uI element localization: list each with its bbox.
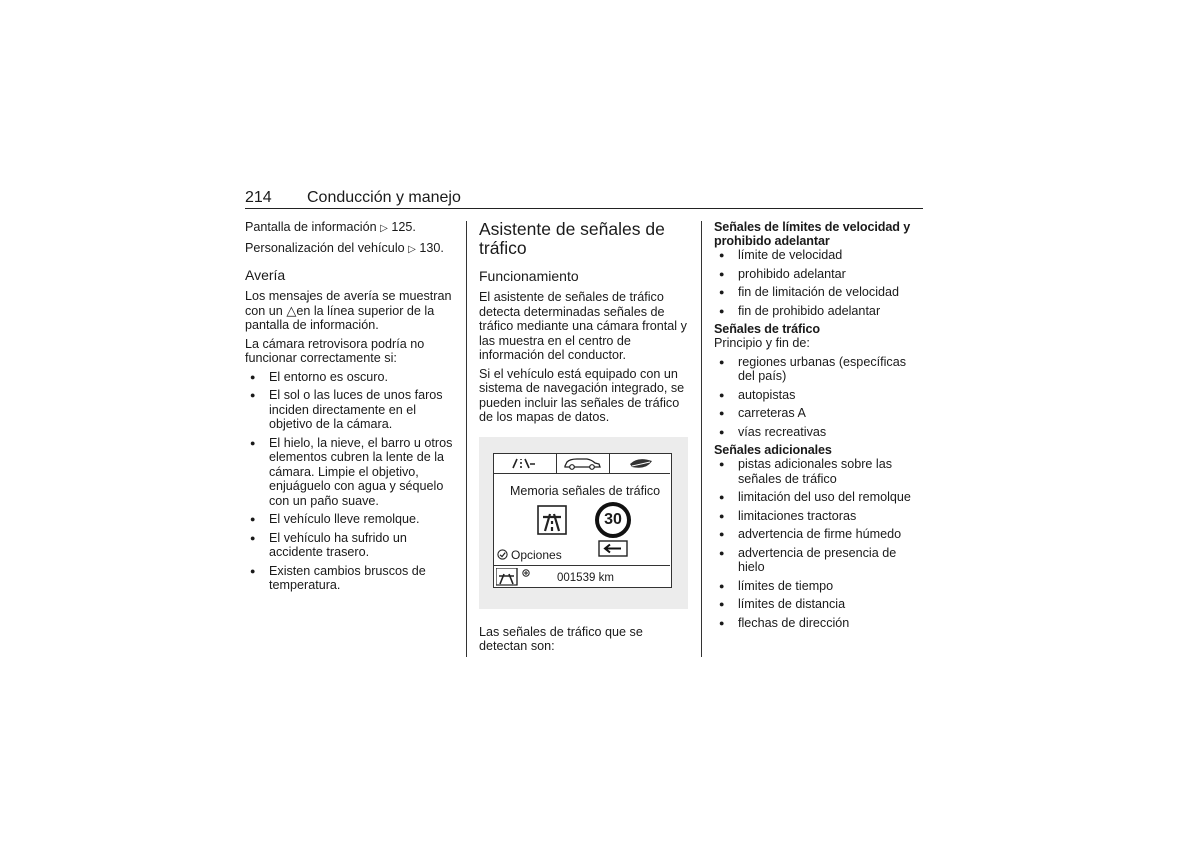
averia-paragraph	[245, 289, 457, 333]
display-screen	[493, 453, 672, 588]
paragraph: El asistente de señales de tráfico detecta determinadas señales de tráfico mediante una cámara frontal y las muestra en el centro de información del conductor.	[479, 290, 687, 362]
list-item: ● advertencia de presencia de hielo	[714, 546, 922, 575]
list-item: ● regiones urbanas (específicas del país)	[714, 355, 922, 384]
reference-text: Pantalla de información	[245, 220, 377, 234]
paragraph: Las señales de tráfico que se detectan son:	[479, 624, 643, 653]
text-span: en la línea superior de la pantalla de información.	[245, 303, 435, 332]
reference-text: Personalización del vehículo	[245, 240, 405, 255]
motorway-small-icon	[496, 568, 536, 586]
traffic-signs-heading: Señales de tráfico	[714, 322, 820, 336]
speed-signs-list	[714, 248, 922, 318]
memory-title: Memoria señales de tráfico	[510, 483, 661, 498]
subheading: Funcionamiento	[479, 268, 579, 284]
header-rule	[245, 208, 923, 209]
column-1	[245, 220, 457, 597]
list-item: ● carreteras A	[714, 406, 922, 421]
list-item: ● advertencia de firme húmedo	[714, 527, 922, 542]
camera-intro: La cámara retrovisora podría no funcionar correctamente si:	[245, 336, 425, 365]
list-item: ● El entorno es oscuro.	[245, 370, 457, 385]
column-2	[479, 220, 691, 658]
options-button[interactable]	[497, 548, 562, 563]
reference-page: 125.	[391, 220, 416, 234]
reference-page: 130.	[419, 240, 444, 255]
text-span: Los mensajes de avería se muestran con un	[245, 289, 452, 318]
list-item: ● fin de limitación de velocidad	[714, 285, 922, 300]
list-item: ● limitación del uso del remolque	[714, 490, 922, 505]
options-label: Opciones	[511, 547, 562, 562]
list-item: ● El vehículo lleve remolque.	[245, 512, 457, 527]
column-3	[714, 220, 922, 634]
chapter-title: Conducción y manejo	[307, 189, 461, 206]
additional-signs-heading: Señales adicionales	[714, 443, 832, 457]
averia-heading: Avería	[245, 267, 286, 283]
list-item: ● límite de velocidad	[714, 248, 922, 263]
list-item: ● limitaciones tractoras	[714, 509, 922, 524]
list-item: ● autopistas	[714, 388, 922, 403]
list-item: ● pistas adicionales sobre las señales de tráfico	[714, 457, 922, 486]
section-title: Asistente de señales de tráfico	[479, 219, 665, 258]
list-item: ● El sol o las luces de unos faros inciden directamente en el objetivo de la cámara.	[245, 388, 457, 432]
column-divider	[466, 221, 467, 657]
page-reference-arrow-icon: ▷	[380, 223, 388, 234]
speed-limit-value: 30	[604, 510, 622, 528]
column-divider	[701, 221, 702, 657]
list-item: ● fin de prohibido adelantar	[714, 304, 922, 319]
odometer-bar	[494, 565, 670, 588]
list-item: ● límites de distancia	[714, 597, 922, 612]
list-item: ● flechas de dirección	[714, 616, 922, 631]
page-reference-arrow-icon: ▷	[408, 243, 416, 255]
cross-reference[interactable]	[245, 220, 457, 237]
motorway-sign-icon	[538, 506, 566, 534]
check-circle-icon	[497, 549, 508, 560]
paragraph: Si el vehículo está equipado con un sistema de navegación integrado, se pueden incluir las señales de tráfico de los mapas de datos.	[479, 366, 685, 424]
odometer-value: 001539 km	[557, 571, 614, 584]
back-arrow-icon[interactable]	[599, 541, 627, 556]
warning-triangle-icon: △	[286, 302, 297, 318]
list-item: ● El hielo, la nieve, el barro u otros elementos cubren la lente de la cámara. Limpie el objetivo, enjuáguelo con agua y séquelo con un paño suave.	[245, 436, 457, 509]
page-number: 214	[245, 189, 272, 206]
traffic-signs-intro: Principio y fin de:	[714, 336, 810, 350]
camera-conditions-list	[245, 370, 457, 593]
cross-reference[interactable]	[245, 241, 457, 258]
additional-signs-list	[714, 457, 922, 630]
speed-signs-heading: Señales de límites de velocidad y prohibido adelantar	[714, 220, 911, 248]
traffic-signs-list	[714, 355, 922, 440]
list-item: ● El vehículo ha sufrido un accidente trasero.	[245, 531, 457, 560]
page-header	[245, 189, 923, 209]
traffic-sign-display-figure	[479, 437, 688, 609]
list-item: ● Existen cambios bruscos de temperatura.	[245, 564, 457, 593]
list-item: ● prohibido adelantar	[714, 267, 922, 282]
list-item: ● límites de tiempo	[714, 579, 922, 594]
list-item: ● vías recreativas	[714, 425, 922, 440]
